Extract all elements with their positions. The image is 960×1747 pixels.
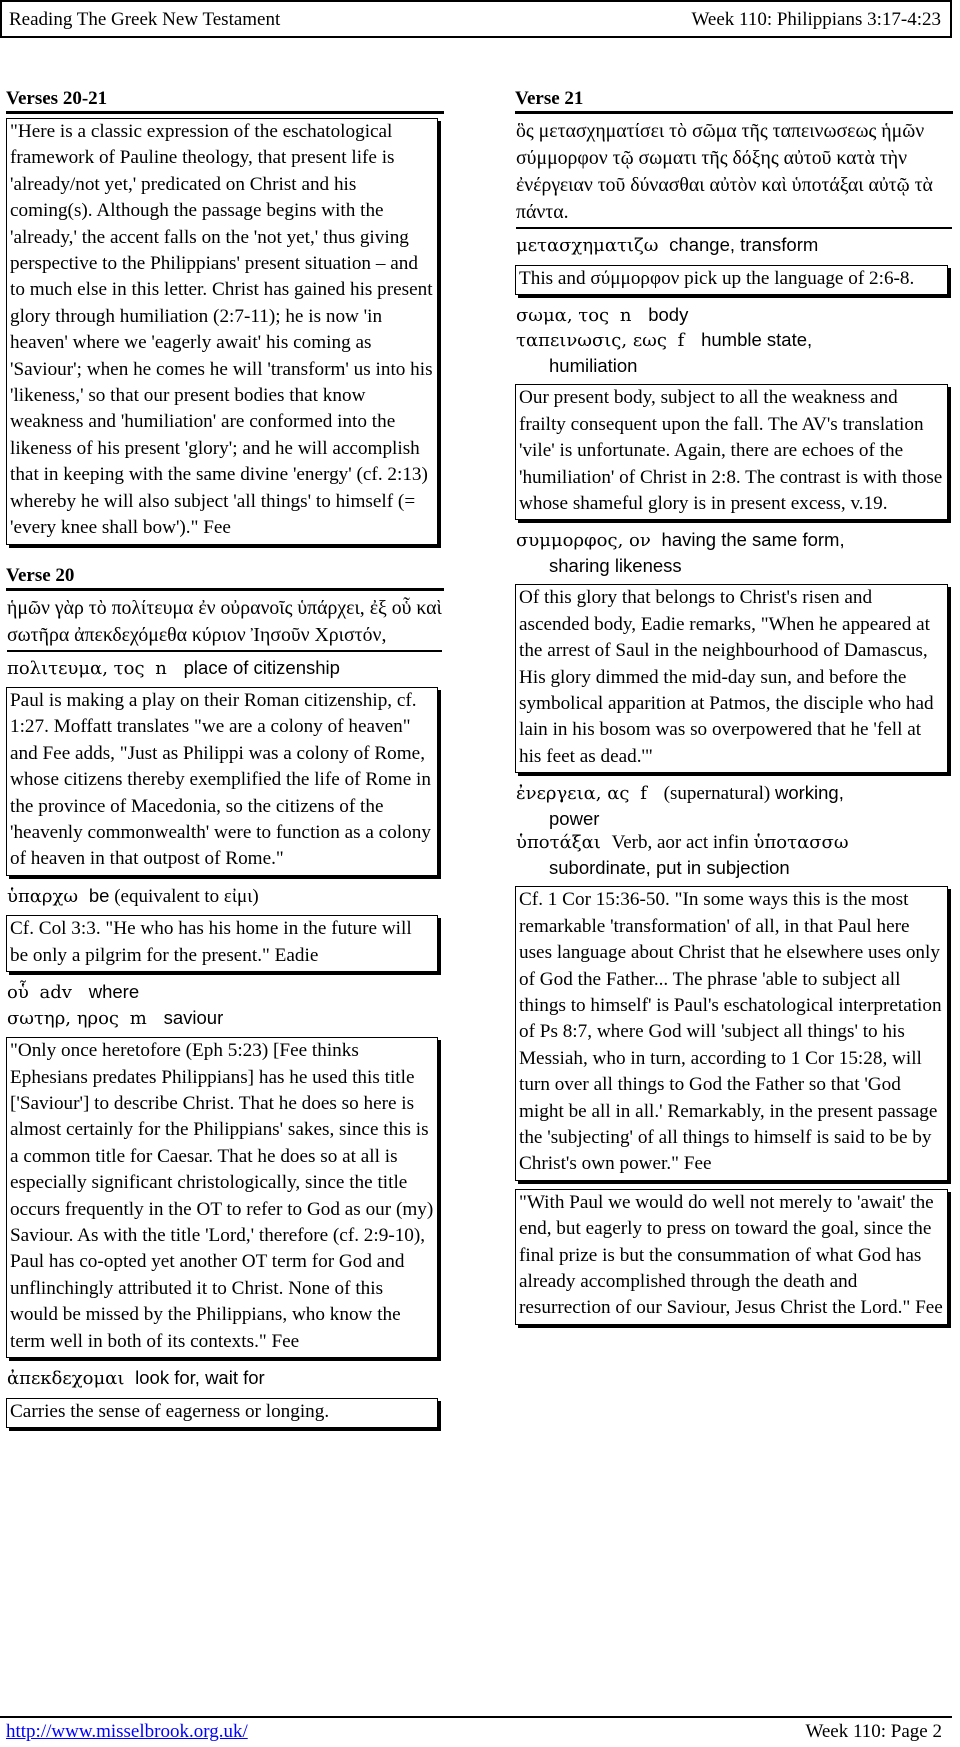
note-metaschematizo: This and σύμμορφον pick up the language of 2:6-8. (515, 265, 948, 295)
verse-21-greek-text: ὃς μετασχηματίσει τὸ σῶμα τῆς ταπεινωσεως ἡμῶν σύμμορφον τῷ σωματι τῆς δόξης αὐτοῦ κατὰ τὴν ἐνέργειαν τοῦ δύνασθαι αὐτὸν καὶ ὑποτάξαι αὐτῷ τὰ πάντα. (516, 118, 952, 229)
vocab-pos: f (677, 330, 685, 352)
note-final-quote: "With Paul we would do well not merely to 'await' the end, but eagerly to press on toward the goal, since the final prize is but the consummation of what God has already accomplished through the death and resurrection of our Saviour, Jesus Christ the Lord." Fee (515, 1189, 948, 1325)
vocab-gloss: humble state, (701, 329, 813, 351)
note-soter: "Only once heretofore (Eph 5:23) [Fee thinks Ephesians predates Philippians] has he used this title ['Saviour'] to describe Christ. That he does so here is almost certainly for the Philippians' sakes, since this is a common title for Caesar. That he does so at all is especially significant christologically, since the title occurs frequently in the OT to refer to God as our (my) Saviour. As with the title 'Lord,' therefore (cf. 2:9-10), Paul has co-opted yet another OT term for God and unflinchingly attributed it to Christ. None of this would be missed by the Philippians, who know the term well in both of its contexts." Fee (6, 1037, 438, 1358)
vocab-lemma: ὑποτασσω (753, 832, 849, 854)
vocab-entry-apekdechomai (7, 1366, 442, 1392)
verse-20-greek-text: ἡμῶν γὰρ τὸ πολίτευμα ἐν οὐρανοῖς ὑπάρχει, ἐξ οὗ καὶ σωτῆρα ἀπεκδεχόμεθα κύριον Ἰησοῦν Χριστόν, (7, 595, 442, 652)
vocab-entry-metaschematizo (516, 233, 952, 259)
vocab-word: ὑπαρχω (7, 885, 79, 907)
vocab-word: πολιτευμα, τος (7, 657, 145, 679)
note-apekdechomai: Carries the sense of eagerness or longing. (6, 1398, 438, 1428)
vocab-entry-soter (7, 1006, 442, 1032)
note-huparcho: Cf. Col 3:3. "He who has his home in the future will be only a pilgrim for the present." Eadie (6, 915, 438, 972)
note-summorphos: Of this glory that belongs to Christ's risen and ascended body, Eadie remarks, "When he appeared at the arrest of Saul in the neighbourhood of Damascus, His glory dimmed the mid-day sun, and before the symbolical apparition at Patmos, the disciple who had lain in his bosom was so overpowered that he 'fell at his feet as dead.'" (515, 584, 948, 773)
vocab-gloss-continued: subordinate, put in subjection (549, 856, 790, 878)
vocab-gloss: change, transform (669, 234, 819, 255)
verses-20-21-heading: Verses 20-21 (6, 88, 444, 114)
vocab-gloss: place of citizenship (183, 656, 340, 678)
page-number: Week 110: Page 2 (805, 1721, 942, 1742)
page-header (0, 0, 952, 38)
vocab-word: ταπεινωσις, εως (516, 330, 667, 352)
vocab-entry-summorphos (516, 528, 952, 578)
vocab-gloss-continued: sharing likeness (549, 554, 682, 576)
vocab-gloss: having the same form, (661, 529, 845, 551)
vocab-word: ἀπεκδεχομαι (7, 1368, 125, 1390)
header-title: Reading The Greek New Testament (9, 9, 281, 30)
vocab-parsing: Verb, aor act infin (611, 832, 749, 854)
vocab-word: συμμορφος, ον (516, 530, 651, 552)
vocab-gloss: body (648, 303, 689, 325)
vocab-gloss: look for, wait for (135, 1367, 265, 1389)
vocab-entry-soma (516, 303, 952, 329)
vocab-gloss: saviour (163, 1006, 224, 1028)
vocab-gloss-note: (equivalent to εἰμι) (114, 885, 259, 907)
note-tapeinosis: Our present body, subject to all the weakness and frailty consequent upon the fall. The AV's translation 'vile' is unfortunate. Again, there are echoes of the 'humiliation' of Christ in 2:8. The contrast is with those whose shameful glory is in present excess, v.19. (515, 384, 948, 520)
vocab-gloss: where (88, 981, 140, 1003)
verses-20-21-quote: "Here is a classic expression of the eschatological framework of Pauline theology, that present life is 'already/not yet,' predicated on Christ and his coming(s). Although the passage begins with the 'already,' the accent falls on the 'not yet,' thus giving perspective to the Philippians' present situation – and to much else in this letter. Christ has gained his present glory through humiliation (2:7-11); he is now 'in heaven' where we 'eagerly await' his coming as 'Saviour'; when he comes he will 'transform' us into his 'likeness,' so that our present bodies that know weakness and 'humiliation' are conformed into the likeness of his present 'glory'; and he will accomplish that in keeping with the same divine 'energy' (cf. 2:13) whereby he will also subject 'all things' to himself (= 'every knee shall bow')." Fee (6, 118, 438, 545)
left-column (6, 88, 442, 1436)
verse-21-heading: Verse 21 (515, 88, 953, 114)
vocab-gloss: working, (774, 782, 844, 804)
vocab-word: ὑποτάξαι (516, 832, 601, 854)
website-link[interactable]: http://www.misselbrook.org.uk/ (6, 1721, 248, 1742)
right-column (515, 88, 952, 1333)
vocab-word: σωμα, τος (516, 304, 610, 326)
vocab-gloss: be (88, 884, 110, 906)
vocab-pos: adv (39, 982, 72, 1004)
vocab-entry-hupotaxai (516, 831, 952, 880)
vocab-entry-tapeinosis (516, 328, 952, 378)
vocab-pos: n (619, 304, 632, 326)
vocab-word: οὗ (7, 982, 29, 1004)
vocab-word: σωτηρ, ηρος (7, 1007, 120, 1029)
vocab-pos: m (129, 1007, 147, 1029)
vocab-entry-energeia (516, 781, 952, 831)
verse-20-heading: Verse 20 (6, 565, 444, 591)
page-footer (0, 1716, 952, 1742)
vocab-gloss-continued: power (549, 807, 600, 829)
vocab-entry-politeuma (7, 656, 442, 682)
vocab-entry-huparcho (7, 884, 442, 910)
vocab-gloss-continued: humiliation (549, 354, 638, 376)
vocab-gloss-note: (supernatural) (663, 783, 771, 805)
vocab-entry-hou (7, 980, 442, 1006)
vocab-pos: f (640, 783, 647, 805)
header-week: Week 110: Philippians 3:17-4:23 (691, 9, 941, 30)
vocab-word: ἐνεργεια, ας (516, 783, 630, 805)
vocab-pos: n (155, 657, 167, 679)
vocab-word: μετασχηματιζω (516, 235, 659, 256)
note-politeuma: Paul is making a play on their Roman citizenship, cf. 1:27. Moffatt translates "we are a colony of heaven" and Fee adds, "Just as Philippi was a colony of Rome, whose citizens thereby exemplified the life of Rome in the province of Macedonia, so the citizens of the 'heavenly commonwealth' were to function as a colony of heaven in that outpost of Rome." (6, 687, 438, 876)
note-hupotaxai: Cf. 1 Cor 15:36-50. "In some ways this is the most remarkable 'transformation' of all, in that Paul here uses language about Christ that he elsewhere uses only of God the Father... The phrase 'able to subject all things to himself' is Paul's eschatological interpretation of Ps 8:7, where God will 'subject all things' to his Messiah, who in turn, according to 1 Cor 15:28, will turn over all things to God the Father so that 'God might be all in all.' Remarkably, in the present passage the 'subjecting' of all things to himself is said to be by Christ's own power." Fee (515, 886, 948, 1180)
